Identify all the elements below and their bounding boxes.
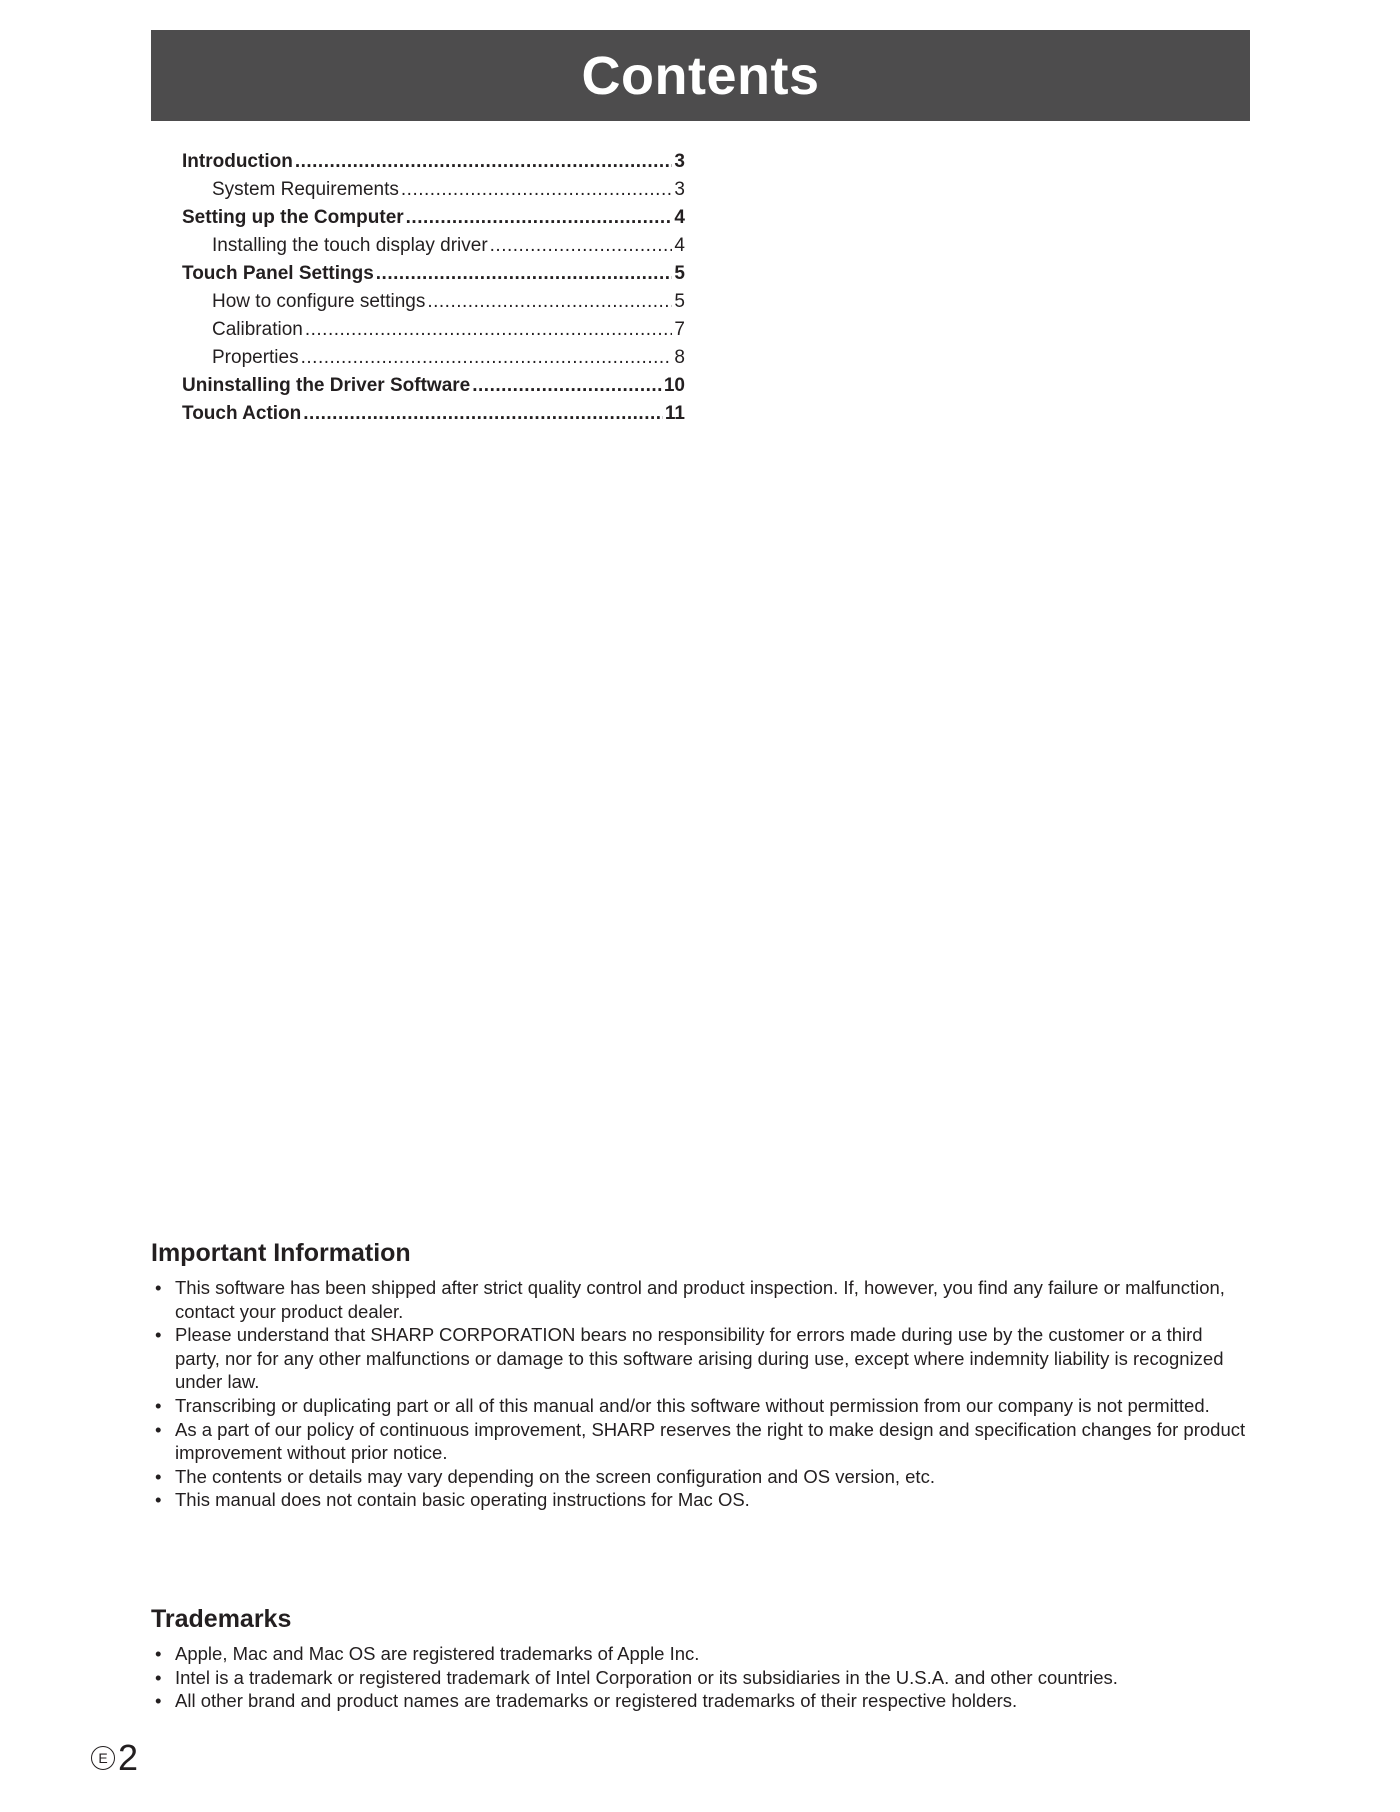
toc-entry-setting-up-computer[interactable] xyxy=(182,204,685,232)
list-item: • This software has been shipped after strict quality control and product inspection. If, however, you find any failure or malfunction, contact your product dealer. xyxy=(151,1276,1251,1323)
trademarks-section xyxy=(151,1604,1251,1713)
toc-leader-dots xyxy=(376,260,673,288)
list-item: • The contents or details may vary depending on the screen configuration and OS version, etc. xyxy=(151,1465,1251,1489)
list-item: • Apple, Mac and Mac OS are registered trademarks of Apple Inc. xyxy=(151,1642,1251,1666)
list-item: • Intel is a trademark or registered trademark of Intel Corporation or its subsidiaries in the U.S.A. and other countries. xyxy=(151,1666,1251,1690)
toc-entry-introduction[interactable] xyxy=(182,148,685,176)
toc-entry-page: 10 xyxy=(663,375,685,396)
contents-title-bar xyxy=(151,30,1250,121)
important-information-heading: Important Information xyxy=(151,1239,411,1267)
page-footer xyxy=(91,1738,138,1778)
toc-entry-label: Calibration xyxy=(212,319,303,340)
toc-leader-dots xyxy=(401,176,673,204)
list-item: • As a part of our policy of continuous improvement, SHARP reserves the right to make design and specification changes for product improvement without prior notice. xyxy=(151,1418,1251,1465)
toc-entry-page: 4 xyxy=(674,235,685,256)
toc-entry-system-requirements[interactable] xyxy=(182,176,685,204)
toc-entry-calibration[interactable] xyxy=(182,316,685,344)
toc-leader-dots xyxy=(305,316,673,344)
toc-entry-label: Setting up the Computer xyxy=(182,207,404,228)
toc-entry-label: Introduction xyxy=(182,151,293,172)
toc-entry-label: Uninstalling the Driver Software xyxy=(182,375,471,396)
page-title: Contents xyxy=(581,45,820,106)
toc-entry-page: 11 xyxy=(664,403,685,424)
toc-entry-label: Touch Action xyxy=(182,403,302,424)
toc-entry-touch-action[interactable] xyxy=(182,400,685,428)
toc-leader-dots xyxy=(472,372,662,400)
trademarks-list xyxy=(151,1642,1251,1713)
list-item: • This manual does not contain basic operating instructions for Mac OS. xyxy=(151,1488,1251,1512)
list-item: • Please understand that SHARP CORPORATION bears no responsibility for errors made during use by the customer or a third party, nor for any other malfunctions or damage to this software arising during use, except where indemnity liability is recognized under law. xyxy=(151,1323,1251,1394)
toc-leader-dots xyxy=(490,232,673,260)
toc-entry-configure-settings[interactable] xyxy=(182,288,685,316)
toc-entry-page: 7 xyxy=(674,319,685,340)
trademarks-heading: Trademarks xyxy=(151,1605,292,1633)
important-information-list xyxy=(151,1276,1251,1512)
toc-entry-page: 3 xyxy=(674,179,685,200)
toc-leader-dots xyxy=(295,148,673,176)
toc-entry-page: 5 xyxy=(674,291,685,312)
toc-entry-touch-panel-settings[interactable] xyxy=(182,260,685,288)
toc-entry-installing-driver[interactable] xyxy=(182,232,685,260)
toc-entry-label: Properties xyxy=(212,347,299,368)
page-number: 2 xyxy=(118,1737,139,1778)
toc-leader-dots xyxy=(301,344,673,372)
important-information-section xyxy=(151,1238,1251,1512)
language-mark-icon: E xyxy=(91,1746,115,1770)
toc-leader-dots xyxy=(406,204,673,232)
toc-entry-page: 5 xyxy=(674,263,685,284)
toc-entry-page: 4 xyxy=(674,207,685,228)
list-item: • All other brand and product names are trademarks or registered trademarks of their respective holders. xyxy=(151,1689,1251,1713)
toc-entry-label: How to configure settings xyxy=(212,291,426,312)
toc-entry-properties[interactable] xyxy=(182,344,685,372)
table-of-contents xyxy=(182,148,685,428)
toc-entry-label: System Requirements xyxy=(212,179,399,200)
toc-entry-label: Installing the touch display driver xyxy=(212,235,488,256)
toc-leader-dots xyxy=(427,288,672,316)
toc-leader-dots xyxy=(303,400,663,428)
toc-entry-page: 8 xyxy=(674,347,685,368)
toc-entry-uninstalling-driver[interactable] xyxy=(182,372,685,400)
toc-entry-label: Touch Panel Settings xyxy=(182,263,374,284)
toc-entry-page: 3 xyxy=(674,151,685,172)
list-item: • Transcribing or duplicating part or all of this manual and/or this software without permission from our company is not permitted. xyxy=(151,1394,1251,1418)
